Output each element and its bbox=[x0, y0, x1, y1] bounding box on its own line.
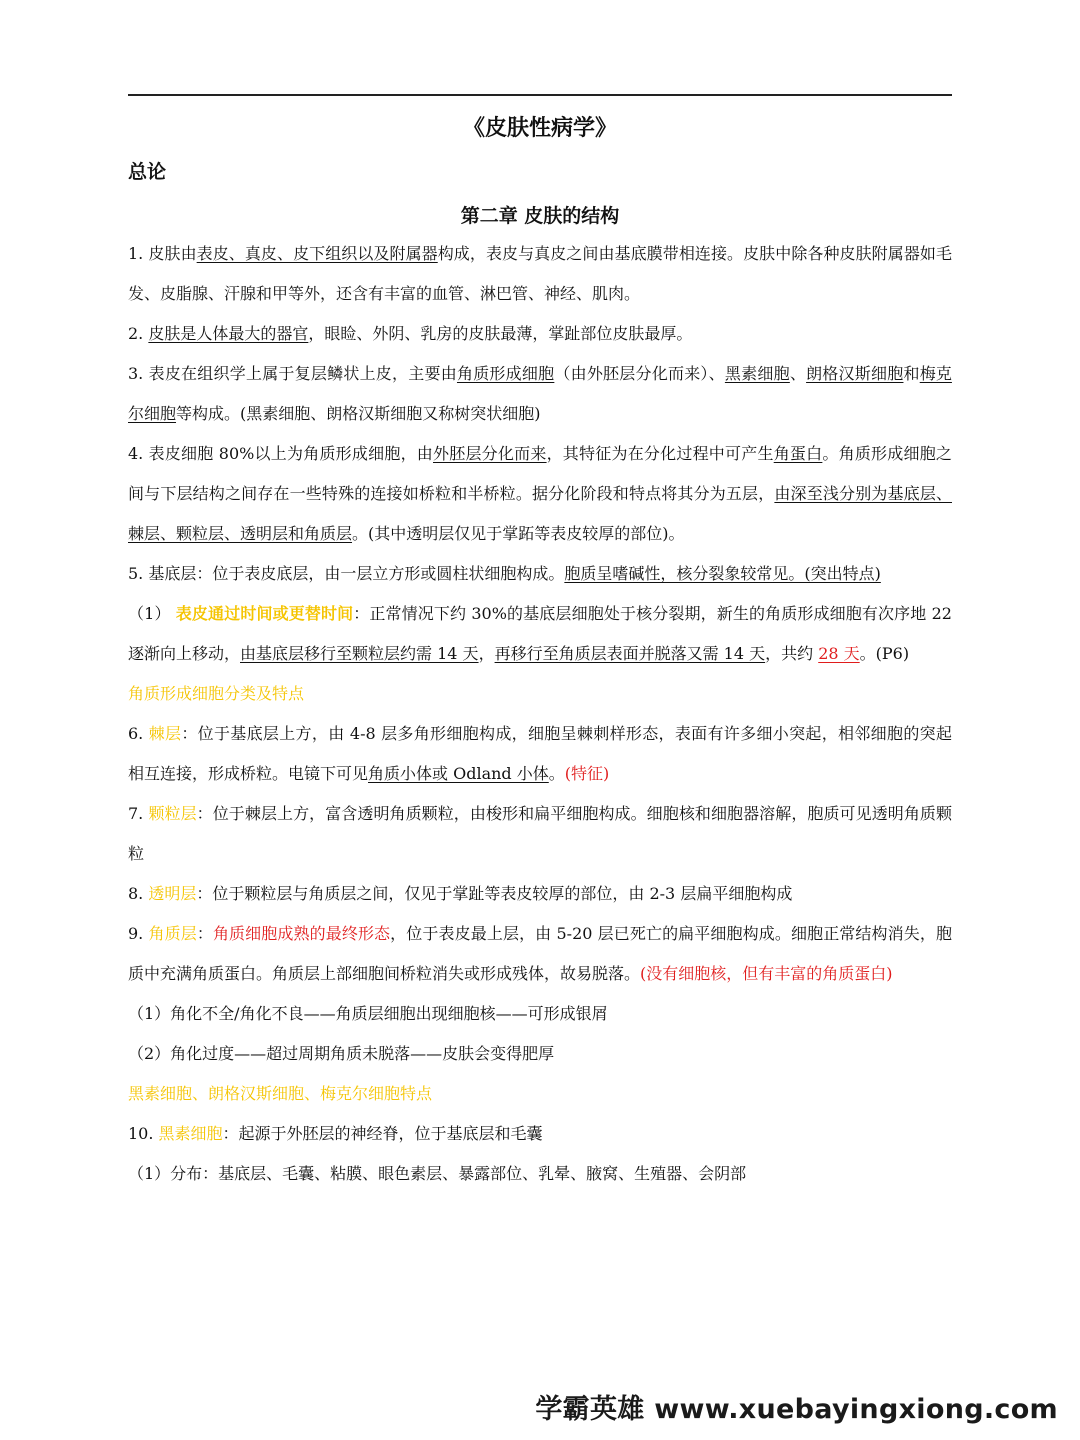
paragraph-5: 5. 基底层：位于表皮底层，由一层立方形或圆柱状细胞构成。胞质呈嗜碱性，核分裂象较常见。(突出特点) bbox=[128, 564, 881, 583]
paragraph-7: 7. 颗粒层：位于棘层上方，富含透明角质颗粒，由梭形和扁平细胞构成。细胞核和细胞器溶解，胞质可见透明角质颗粒 bbox=[128, 804, 952, 863]
chapter-heading: 第二章 皮肤的结构 bbox=[460, 205, 620, 227]
cells-heading: 黑素细胞、朗格汉斯细胞、梅克尔细胞特点 bbox=[128, 1084, 433, 1103]
header-rule bbox=[128, 94, 952, 96]
paragraph-9: 9. 角质层：角质细胞成熟的最终形态，位于表皮最上层，由 5-20 层已死亡的扁平细胞构成。细胞正常结构消失，胞质中充满角质蛋白。角质层上部细胞间桥粒消失或形成残体，故易脱落。(没有细胞核，但有丰富的角质蛋白) bbox=[128, 924, 952, 983]
paragraph-8: 8. 透明层：位于颗粒层与角质层之间，仅见于掌趾等表皮较厚的部位，由 2-3 层扁平细胞构成 bbox=[128, 884, 793, 903]
paragraph-1: 1. 皮肤由表皮、真皮、皮下组织以及附属器构成，表皮与真皮之间由基底膜带相连接。皮肤中除各种皮肤附属器如毛发、皮脂腺、汗腺和甲等外，还含有丰富的血管、淋巴管、神经、肌肉。 bbox=[128, 244, 952, 303]
body-text bbox=[128, 234, 952, 1194]
paragraph-9-1: （1）角化不全/角化不良——角质层细胞出现细胞核——可形成银屑 bbox=[128, 1004, 608, 1023]
paragraph-2: 2. 皮肤是人体最大的器官，眼睑、外阴、乳房的皮肤最薄，掌趾部位皮肤最厚。 bbox=[128, 324, 693, 343]
paragraph-9-2: （2）角化过度——超过周期角质未脱落——皮肤会变得肥厚 bbox=[128, 1044, 555, 1063]
document-body bbox=[128, 112, 952, 1194]
keratinocyte-heading: 角质形成细胞分类及特点 bbox=[128, 684, 305, 703]
document-title: 《皮肤性病学》 bbox=[462, 115, 617, 141]
paragraph-10: 10. 黑素细胞：起源于外胚层的神经脊，位于基底层和毛囊 bbox=[128, 1124, 543, 1143]
site-watermark: 学霸英雄 www.xuebayingxiong.com bbox=[535, 1394, 1058, 1425]
paragraph-4: 4. 表皮细胞 80%以上为角质形成细胞，由外胚层分化而来，其特征为在分化过程中可产生角蛋白。角质形成细胞之间与下层结构之间存在一些特殊的连接如桥粒和半桥粒。据分化阶段和特点将其分为五层，由深至浅分别为基底层、棘层、颗粒层、透明层和角质层。(其中透明层仅见于掌跖等表皮较厚的部位)。 bbox=[128, 444, 952, 543]
paragraph-10-1: （1）分布：基底层、毛囊、粘膜、眼色素层、暴露部位、乳晕、腋窝、生殖器、会阴部 bbox=[128, 1164, 747, 1183]
paragraph-6: 6. 棘层：位于基底层上方，由 4-8 层多角形细胞构成，细胞呈棘刺样形态，表面有许多细小突起，相邻细胞的突起相互连接，形成桥粒。电镜下可见角质小体或 Odland 小体。(特征) bbox=[128, 724, 952, 783]
paragraph-3: 3. 表皮在组织学上属于复层鳞状上皮，主要由角质形成细胞（由外胚层分化而来）、黑素细胞、朗格汉斯细胞和梅克尔细胞等构成。(黑素细胞、朗格汉斯细胞又称树突状细胞) bbox=[128, 364, 952, 423]
paragraph-5-1: （1） 表皮通过时间或更替时间：正常情况下约 30%的基底层细胞处于核分裂期，新生的角质形成细胞有次序地 22 逐渐向上移动，由基底层移行至颗粒层约需 14 天，再移行至角质层表面并脱落又需 14 天，共约 28 天。(P6) bbox=[128, 604, 952, 663]
section-heading: 总论 bbox=[128, 161, 167, 183]
